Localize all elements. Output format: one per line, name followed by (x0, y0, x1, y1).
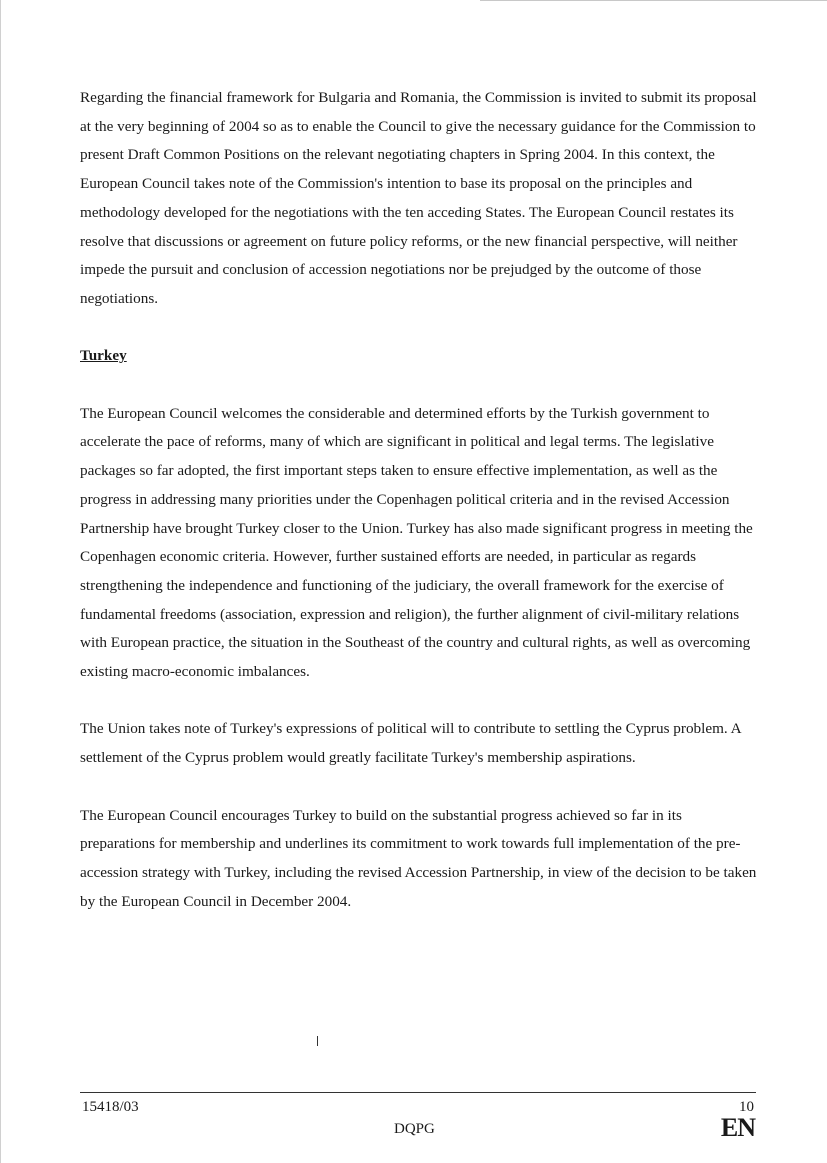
section-heading-turkey: Turkey (80, 347, 127, 365)
left-page-edge (0, 0, 1, 1163)
top-edge-rule (480, 0, 827, 1)
page-number: 10 (739, 1099, 754, 1115)
paragraph-cyprus: The Union takes note of Turkey's expressions of political will to contribute to settling the Cyprus problem. A settlement of the Cyprus problem would greatly facilitate Turkey's membership aspirations. (80, 720, 741, 767)
page-footer (80, 1092, 756, 1143)
document-body (80, 84, 760, 945)
paragraph-turkey-reforms: The European Council welcomes the considerable and determined efforts by the Turkish government to accelerate the pace of reforms, many of which are significant in political and legal terms. The legislative packages so far adopted, the first important steps taken to ensure effective implementation, as well as the progress in addressing many priorities under the Copenhagen political criteria and in the revised Accession Partnership have brought Turkey closer to the Union. Turkey has also made significant progress in meeting the Copenhagen economic criteria. However, further sustained efforts are needed, in particular as regards strengthening the independence and functioning of the judiciary, the overall framework for the exercise of fundamental freedoms (association, expression and religion), the further alignment of civil-military relations with European practice, the situation in the Southeast of the country and cultural rights, as well as overcoming existing macro-economic imbalances. (80, 404, 753, 681)
language-code: EN (720, 1113, 755, 1142)
paragraph-financial-framework: Regarding the financial framework for Bulgaria and Romania, the Commission is invited to submit its proposal at the very beginning of 2004 so as to enable the Council to give the necessary guidance for the Commission to present Draft Common Positions on the relevant negotiating chapters in Spring 2004. In this context, the European Council takes note of the Commission's intention to base its proposal on the principles and methodology developed for the negotiations with the ten acceding States. The European Council restates its resolve that discussions or agreement on future policy reforms, or the new financial perspective, will neither impede the pursuit and conclusion of accession negotiations nor be prejudged by the outcome of those negotiations. (80, 89, 757, 307)
paragraph-pre-accession: The European Council encourages Turkey to build on the substantial progress achieved so far in its preparations for membership and underlines its commitment to work towards full implementation of the pre-accession strategy with Turkey, including the revised Accession Partnership, in view of the decision to be taken by the European Council in December 2004. (80, 806, 757, 910)
directorate-code: DQPG (394, 1121, 435, 1137)
document-reference: 15418/03 (82, 1099, 139, 1115)
scan-artifact-mark (317, 1036, 318, 1046)
